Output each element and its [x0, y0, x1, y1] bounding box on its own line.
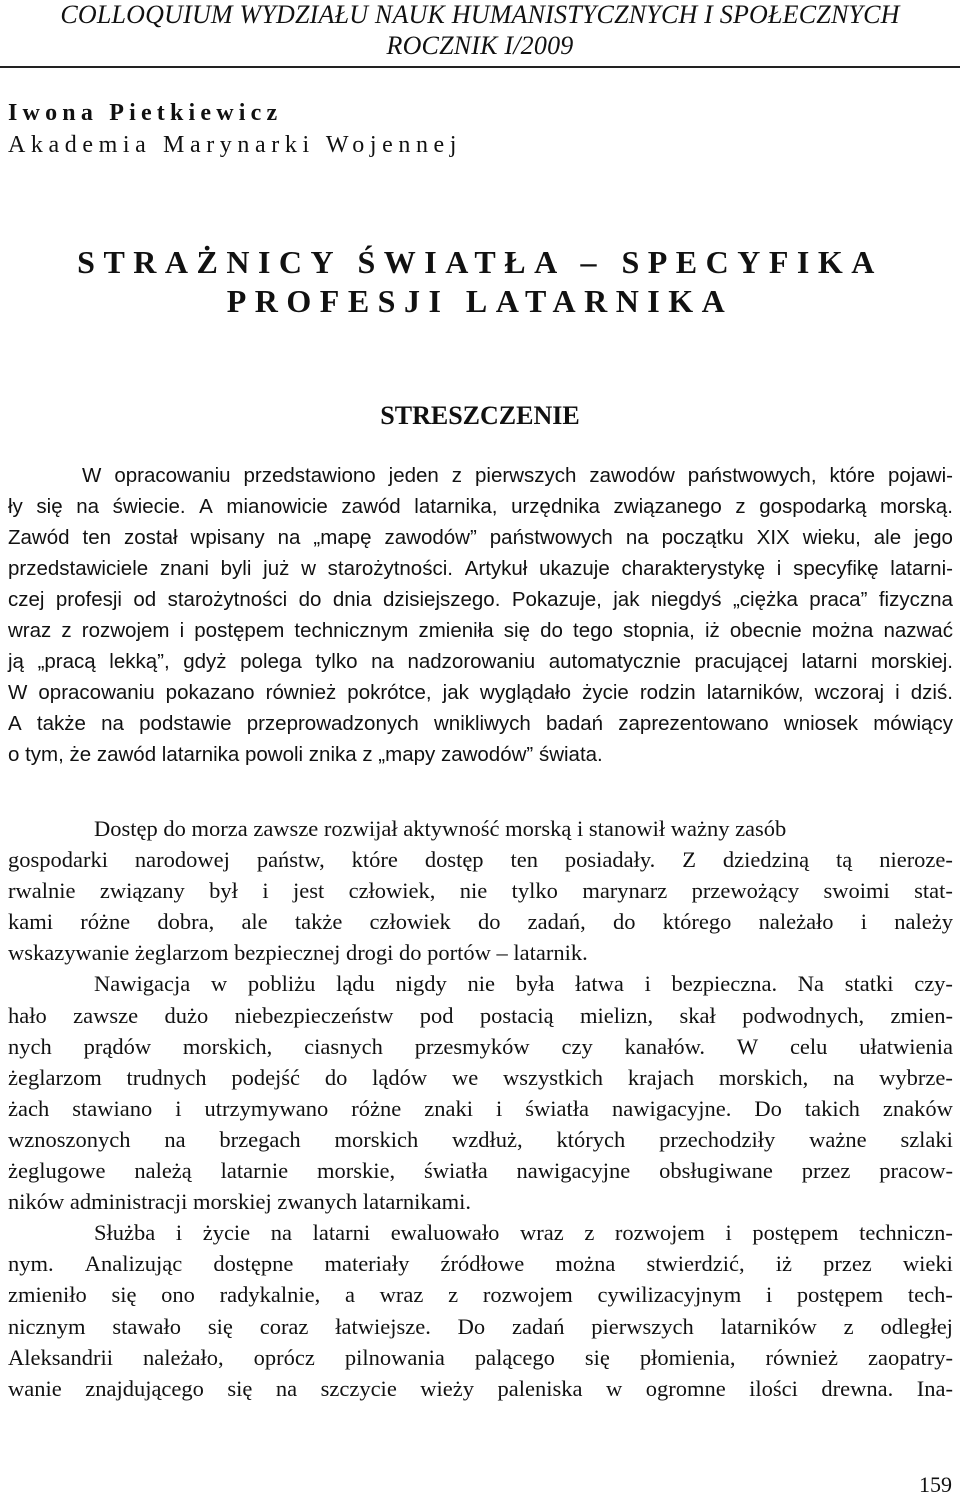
article-title-line-2: PROFESJI LATARNIKA	[226, 283, 734, 319]
author-affiliation: Akademia Marynarki Wojennej	[8, 132, 463, 158]
abstract-line: ją „pracą lekką”, gdyż polega tylko na nadzorowaniu automatycznie pracującej latarni morskiej.	[8, 650, 953, 673]
abstract-line: W opracowaniu przedstawiono jeden z pierwszych zawodów państwowych, które pojawi-	[82, 464, 953, 487]
body-line: zmieniło się ono radykalnie, a wraz z rozwojem cywilizacyjnym i postępem tech-	[8, 1282, 953, 1308]
body-line: gospodarki narodowej państw, które dostęp ten posiadały. Z dziedziną tą nieroze-	[8, 847, 953, 873]
body-line: hało zawsze dużo niebezpieczeństw pod postacią mielizn, skał podwodnych, zmien-	[8, 1002, 953, 1028]
body-line: wznoszonych na brzegach morskich wzdłuż, których przechodziły ważne szlaki	[8, 1126, 953, 1152]
body-line: wskazywanie żeglarzom bezpiecznej drogi do portów – latarnik.	[8, 940, 588, 966]
header-rule	[0, 66, 960, 68]
body-line: nym. Analizując dostępne materiały źródłowe można stwierdzić, iż przez wieki	[8, 1251, 953, 1277]
article-title-line-1: STRAŻNICY ŚWIATŁA – SPECYFIKA	[77, 244, 883, 280]
body-line: rwalnie związany był i jest człowiek, nie tylko marynarz przewożący swoimi stat-	[8, 878, 953, 904]
body-line: żeglugowe należą latarnie morskie, światła nawigacyjne obsługiwane przez pracow-	[8, 1158, 953, 1184]
journal-title: COLLOQUIUM WYDZIAŁU NAUK HUMANISTYCZNYCH I SPOŁECZNYCH	[60, 0, 900, 29]
body-line: wanie znajdującego się na szczycie wieży paleniska w ogromne ilości drewna. Ina-	[8, 1375, 953, 1401]
body-line: kami różne dobra, ale także człowiek do zadań, do którego należało i należy	[8, 909, 953, 935]
body-line: Aleksandrii należało, oprócz pilnowania palącego się płomienia, również zaopatry-	[8, 1344, 953, 1370]
body-line: żeglarzom trudnych podejść do lądów we wszystkich krajach morskich, na wybrze-	[8, 1064, 953, 1090]
body-line: nych prądów morskich, ciasnych przesmyków czy kanałów. W celu ułatwienia	[8, 1033, 953, 1059]
abstract-line: Zawód ten został wpisany na „mapę zawodów” państwowych na początku XIX wieku, ale jego	[8, 526, 953, 549]
abstract-text	[8, 460, 953, 770]
body-line: Dostęp do morza zawsze rozwijał aktywność morską i stanowił ważny zasób	[94, 816, 787, 841]
abstract-line: czej profesji od starożytności do dnia dzisiejszego. Pokazuje, jak niegdyś „ciężka praca” fizyczna	[8, 588, 953, 611]
body-text	[8, 813, 953, 1404]
abstract-line: W opracowaniu pokazano również pokrótce, jak wyglądało życie rodzin latarników, wczoraj i dziś.	[8, 681, 953, 704]
abstract-line: wraz z rozwojem i postępem technicznym zmieniła się do tego stopnia, iż obecnie można nazwać	[8, 619, 953, 642]
journal-volume: ROCZNIK I/2009	[386, 31, 574, 60]
abstract-line: ły się na świecie. A mianowicie zawód latarnika, urzędnika związanego z gospodarką morską.	[8, 495, 953, 518]
abstract-line: przedstawiciele znani byli już w starożytności. Artykuł ukazuje charakterystykę i specyfikę latarni-	[8, 557, 953, 580]
body-line: ników administracji morskiej zwanych latarnikami.	[8, 1189, 471, 1215]
page-number: 159	[919, 1472, 952, 1497]
abstract-line: A także na podstawie przeprowadzonych wnikliwych badań zaprezentowano wniosek mówiący	[8, 712, 953, 735]
abstract-line: o tym, że zawód latarnika powoli znika z „mapy zawodów” świata.	[8, 743, 603, 766]
body-line: żach stawiano i utrzymywano różne znaki i światła nawigacyjne. Do takich znaków	[8, 1095, 953, 1121]
abstract-heading: STRESZCZENIE	[380, 401, 580, 430]
body-line: Nawigacja w pobliżu lądu nigdy nie była łatwa i bezpieczna. Na statki czy-	[94, 971, 953, 997]
author-name: Iwona Pietkiewicz	[8, 100, 283, 126]
body-line: nicznym stawało się coraz łatwiejsze. Do zadań pierwszych latarników z odległej	[8, 1313, 953, 1339]
body-line: Służba i życie na latarni ewaluowało wraz z rozwojem i postępem techniczn-	[94, 1220, 953, 1246]
